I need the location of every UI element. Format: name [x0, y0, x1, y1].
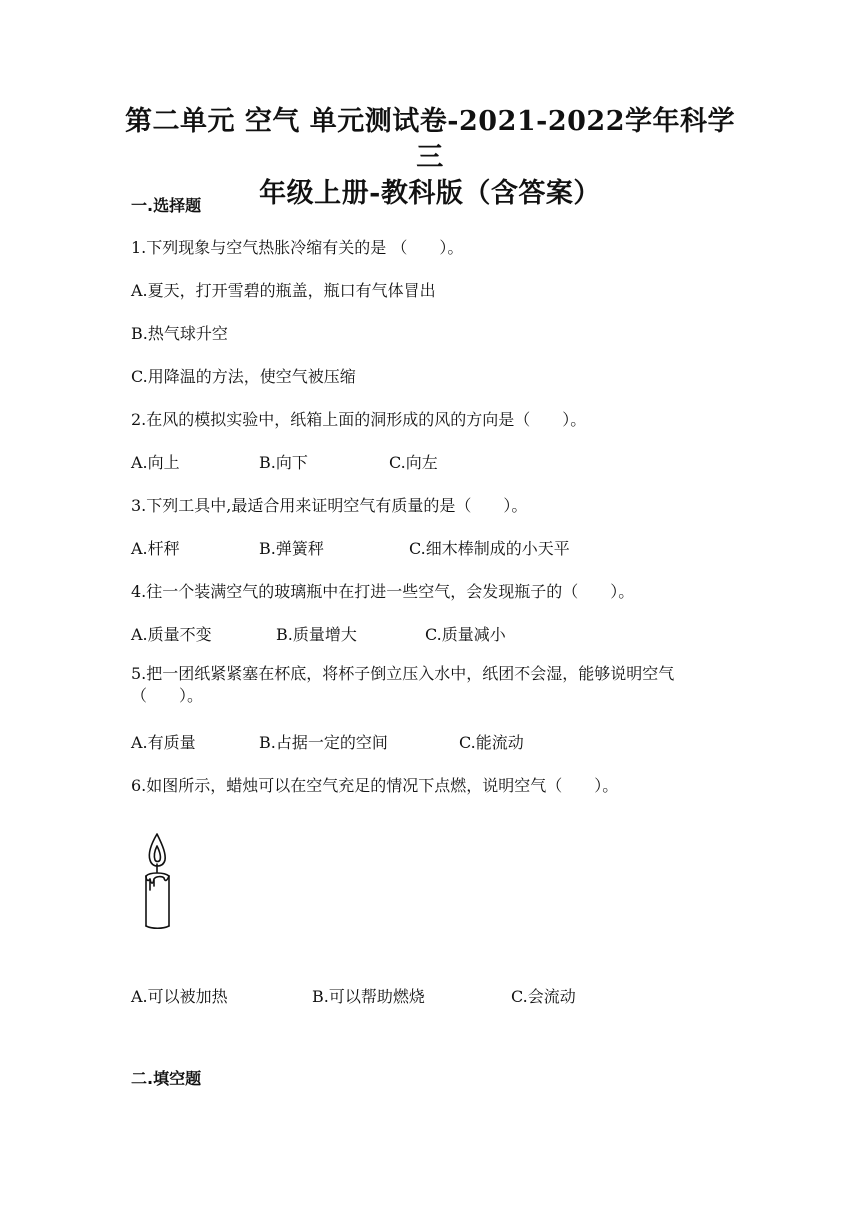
question-4-option-b: B.质量增大: [276, 625, 357, 644]
question-4-option-a: A.质量不变: [131, 625, 212, 644]
question-2-option-c: C.向左: [389, 453, 438, 472]
question-5: [131, 663, 731, 707]
question-6: 6.如图所示，蜡烛可以在空气充足的情况下点燃，说明空气（ ）。: [131, 776, 619, 795]
document-title: [120, 104, 740, 212]
section-heading-fill-in: 二.填空题: [131, 1069, 202, 1088]
question-6-option-b: B.可以帮助燃烧: [312, 987, 425, 1006]
question-4-options: [0, 622, 860, 642]
question-1-option-c: C.用降温的方法，使空气被压缩: [131, 367, 356, 386]
question-4: 4.往一个装满空气的玻璃瓶中在打进一些空气，会发现瓶子的（ ）。: [131, 582, 635, 601]
question-1: 1.下列现象与空气热胀冷缩有关的是 （ ）。: [131, 238, 464, 257]
question-5-line-2: （ ）。: [131, 686, 204, 705]
question-3-option-b: B.弹簧秤: [259, 539, 324, 558]
title-line-2: 年级上册-教科版（含答案）: [259, 178, 601, 209]
question-2: 2.在风的模拟实验中，纸箱上面的洞形成的风的方向是（ ）。: [131, 410, 587, 429]
question-5-option-a: A.有质量: [131, 733, 196, 752]
title-line-1: 第二单元 空气 单元测试卷-2021-2022学年科学三: [124, 106, 735, 173]
question-3-options: [0, 536, 860, 556]
question-5-options: [0, 730, 860, 750]
question-1-option-a: A.夏天，打开雪碧的瓶盖，瓶口有气体冒出: [131, 281, 436, 300]
question-3-option-a: A.杆秤: [131, 539, 180, 558]
question-6-option-c: C.会流动: [511, 987, 576, 1006]
question-2-options: [0, 450, 860, 470]
question-2-option-b: B.向下: [259, 453, 308, 472]
question-1-option-b: B.热气球升空: [131, 324, 228, 343]
question-5-option-b: B.占据一定的空间: [259, 733, 388, 752]
question-3: 3.下列工具中,最适合用来证明空气有质量的是（ ）。: [131, 496, 528, 515]
question-5-line-1: 5.把一团纸紧紧塞在杯底，将杯子倒立压入水中，纸团不会湿，能够说明空气: [131, 664, 675, 683]
question-5-option-c: C.能流动: [459, 733, 524, 752]
question-4-option-c: C.质量减小: [425, 625, 506, 644]
question-2-option-a: A.向上: [131, 453, 180, 472]
section-heading-choice: 一.选择题: [131, 196, 202, 215]
candle-figure: [138, 832, 178, 932]
question-6-options: [0, 984, 860, 1004]
question-6-option-a: A.可以被加热: [131, 987, 228, 1006]
question-3-option-c: C.细木棒制成的小天平: [409, 539, 570, 558]
